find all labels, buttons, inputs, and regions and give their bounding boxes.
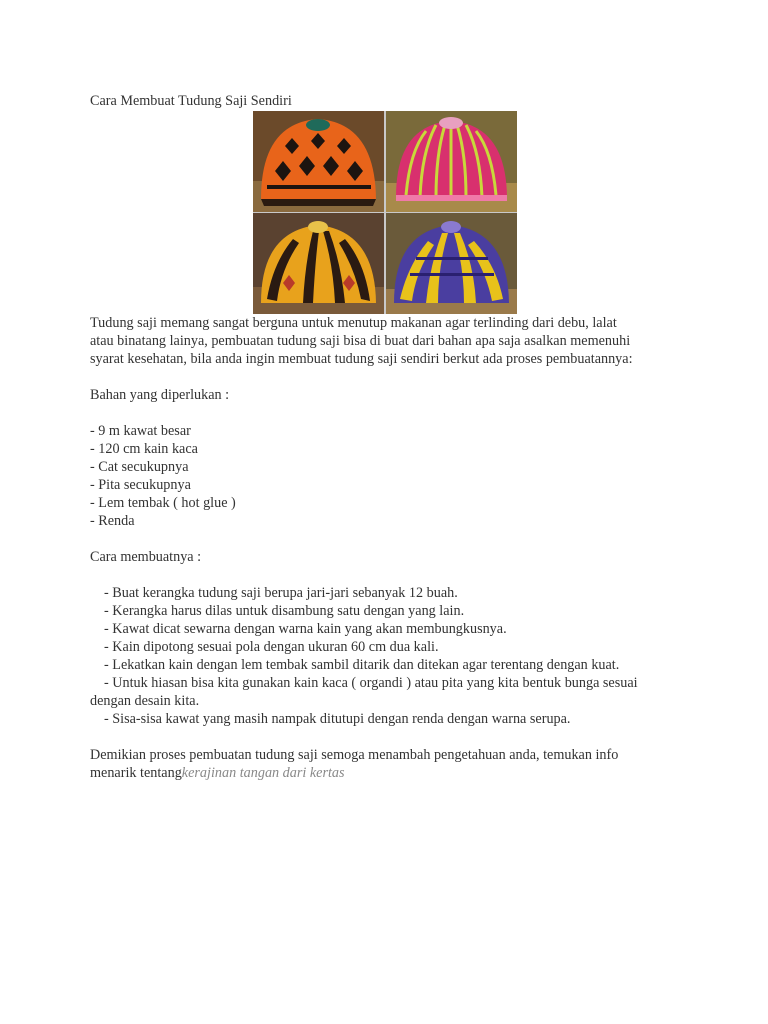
article-body	[90, 314, 690, 782]
step-item: - Kerangka harus dilas untuk disambung satu dengan yang lain.	[104, 603, 465, 619]
closing-prefix: menarik tentang	[90, 765, 182, 781]
intro-line: syarat kesehatan, bila anda ingin membuat tudung saji sendiri berkut ada proses pembuatannya:	[90, 351, 633, 367]
step-item: - Buat kerangka tudung saji berupa jari-jari sebanyak 12 buah.	[104, 585, 458, 601]
material-item: - 9 m kawat besar	[90, 423, 191, 439]
pink-green-food-cover-photo	[386, 111, 517, 212]
orange-food-cover-photo	[253, 111, 384, 212]
steps-heading: Cara membuatnya :	[90, 549, 202, 565]
related-article-link[interactable]: kerajinan tangan dari kertas	[181, 765, 345, 781]
purple-food-cover-photo	[386, 213, 517, 314]
closing-line: Demikian proses pembuatan tudung saji semoga menambah pengetahuan anda, temukan info	[90, 747, 619, 763]
step-item: - Untuk hiasan bisa kita gunakan kain kaca ( organdi ) atau pita yang kita bentuk bunga sesuai	[104, 675, 638, 691]
step-item: - Kain dipotong sesuai pola dengan ukuran 60 cm dua kali.	[104, 639, 439, 655]
intro-line: atau binatang lainya, pembuatan tudung saji bisa di buat dari bahan apa saja asalkan memenuhi	[90, 333, 631, 349]
material-item: - Cat secukupnya	[90, 459, 189, 475]
document-title: Cara Membuat Tudung Saji Sendiri	[90, 93, 292, 109]
material-item: - 120 cm kain kaca	[90, 441, 198, 457]
intro-line: Tudung saji memang sangat berguna untuk menutup makanan agar terlinding dari debu, lalat	[90, 315, 617, 331]
step-item: - Sisa-sisa kawat yang masih nampak ditutupi dengan renda dengan warna serupa.	[104, 711, 571, 727]
step-item: - Kawat dicat sewarna dengan warna kain yang akan membungkusnya.	[104, 621, 507, 637]
document-page	[90, 92, 680, 781]
material-item: - Lem tembak ( hot glue )	[90, 495, 236, 511]
material-item: - Pita secukupnya	[90, 477, 191, 493]
materials-heading: Bahan yang diperlukan :	[90, 387, 230, 403]
step-continuation: dengan desain kita.	[90, 693, 200, 709]
food-cover-collage	[253, 111, 517, 314]
yellow-food-cover-photo	[253, 213, 384, 314]
step-item: - Lekatkan kain dengan lem tembak sambil ditarik dan ditekan agar terentang dengan kuat.	[104, 657, 620, 673]
closing-line	[90, 764, 690, 782]
material-item: - Renda	[90, 513, 135, 529]
